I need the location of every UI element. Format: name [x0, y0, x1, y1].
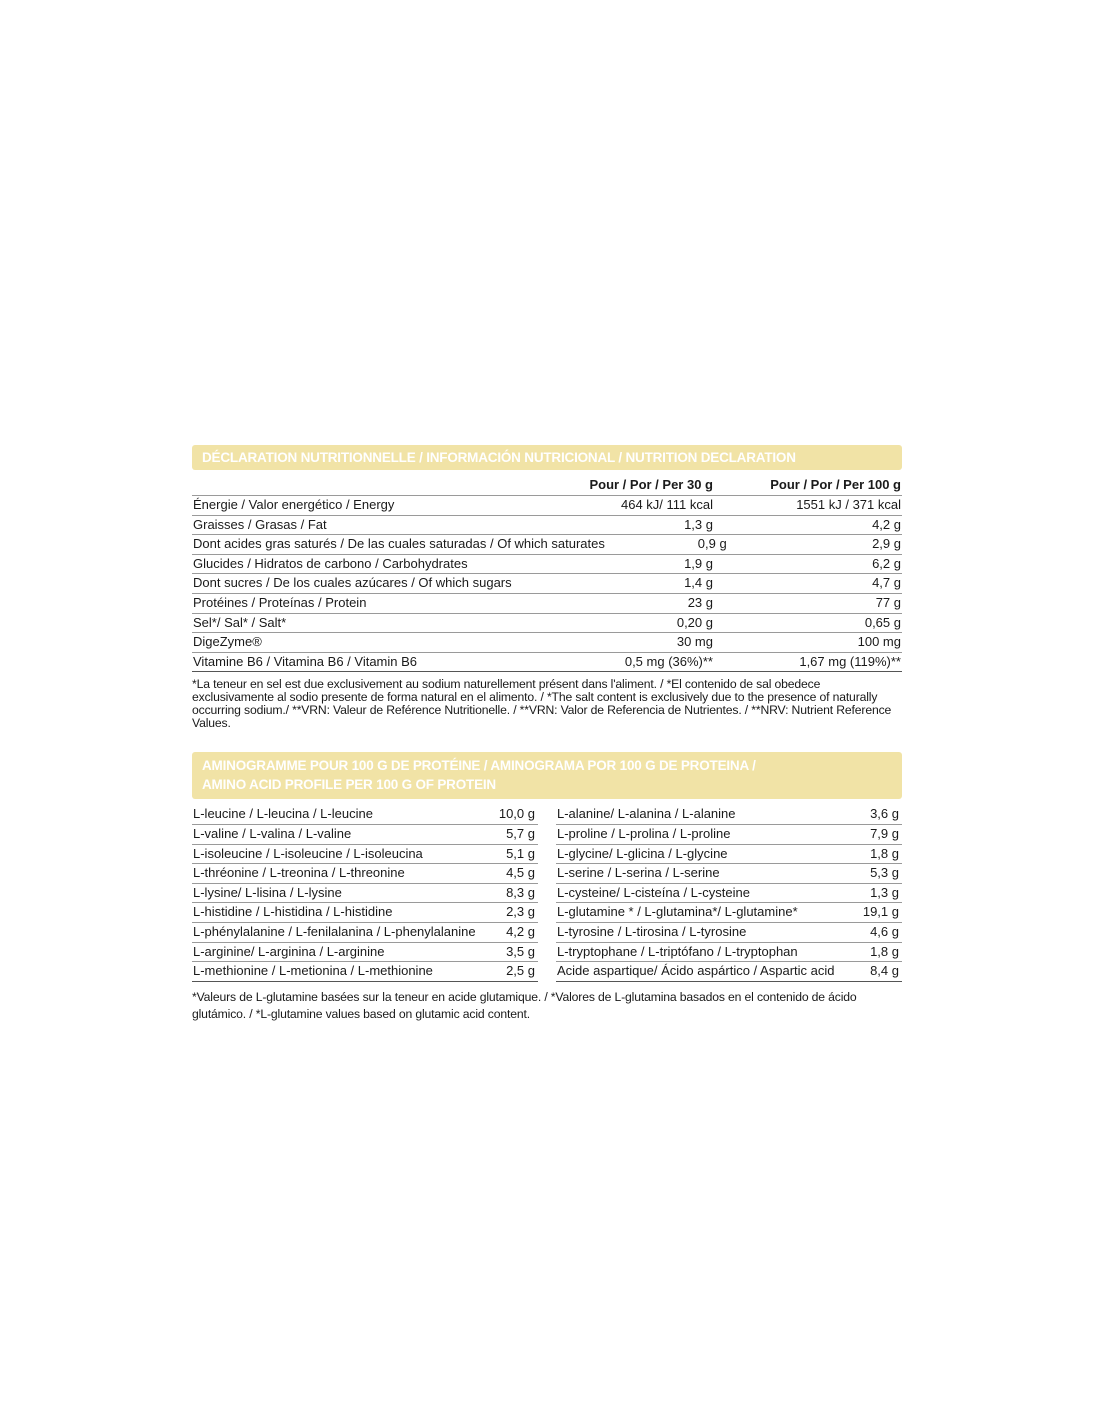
- table-row: [192, 962, 538, 982]
- nutrient-value-30g: 0,9 g: [697, 536, 727, 552]
- amino-header: [192, 752, 902, 799]
- amino-name: L-thréonine / L-treonina / L-threonine: [193, 865, 405, 881]
- table-row: [192, 805, 538, 825]
- amino-value: 8,3 g: [506, 884, 535, 900]
- nutrition-footnote: *La teneur en sel est due exclusivement au sodium naturellement présent dans l'aliment. / *El contenido de sal obedece exclusivamente al sodio presente de forma natural en el alimento. / *The salt content is exclusively due to the presence of naturally occurring sodium./ **VRN: Valeur de Reférence Nutritionelle. / **VRN: Valor de Referencia de Nutrientes. / **NRV: Nutrient Reference Values.: [192, 677, 892, 731]
- table-row: [556, 825, 902, 845]
- table-row: [192, 555, 902, 575]
- amino-value: 10,0 g: [498, 806, 535, 822]
- table-row: [192, 943, 538, 963]
- table-row: [192, 535, 902, 555]
- amino-name: L-proline / L-prolina / L-proline: [557, 825, 731, 841]
- amino-name: L-lysine/ L-lisina / L-lysine: [193, 884, 342, 900]
- amino-name: L-glycine/ L-glicina / L-glycine: [557, 845, 728, 861]
- amino-value: 19,1 g: [862, 904, 899, 920]
- amino-name: L-glutamine * / L-glutamina*/ L-glutamine*: [557, 904, 798, 920]
- nutrition-table: [192, 475, 902, 672]
- table-row: [192, 594, 902, 614]
- nutrition-head-label: [192, 475, 581, 495]
- amino-value: 4,2 g: [506, 923, 535, 939]
- col1-header: Pour / Por / Per 30 g: [589, 477, 713, 492]
- amino-value: 4,5 g: [506, 865, 535, 881]
- amino-value: 3,6 g: [870, 806, 899, 822]
- amino-value: 5,1 g: [506, 845, 535, 861]
- amino-name: L-arginine/ L-arginina / L-arginine: [193, 943, 385, 959]
- table-row: [556, 962, 902, 982]
- table-row: [192, 496, 902, 516]
- table-row: [556, 943, 902, 963]
- amino-name: L-methionine / L-metionina / L-methionine: [193, 963, 433, 979]
- amino-name: L-cysteine/ L-cisteína / L-cysteine: [557, 884, 750, 900]
- nutrition-table-head: [192, 475, 902, 496]
- table-row: [192, 614, 902, 634]
- nutrient-value-100g: 4,2 g: [872, 516, 901, 532]
- nutrient-value-100g: 2,9 g: [872, 536, 901, 552]
- table-row: [192, 884, 538, 904]
- nutrient-value-100g: 0,65 g: [864, 614, 901, 630]
- amino-name: L-leucine / L-leucina / L-leucine: [193, 806, 373, 822]
- table-row: [556, 903, 902, 923]
- nutrient-label: Énergie / Valor energético / Energy: [193, 497, 395, 512]
- table-row: [192, 633, 902, 653]
- table-row: [192, 516, 902, 536]
- table-row: [556, 884, 902, 904]
- amino-name: L-tryptophane / L-triptófano / L-tryptophan: [557, 943, 798, 959]
- amino-value: 4,6 g: [870, 923, 899, 939]
- amino-header-line2: AMINO ACID PROFILE PER 100 G OF PROTEIN: [202, 777, 496, 793]
- nutrient-value-30g: 0,20 g: [676, 614, 713, 630]
- table-row: [192, 903, 538, 923]
- nutrient-label: Graisses / Grasas / Fat: [193, 516, 327, 532]
- amino-column-left: [192, 805, 538, 981]
- nutrient-label: DigeZyme®: [193, 634, 262, 650]
- table-row: [192, 653, 902, 673]
- nutrient-label: Dont acides gras saturés / De las cuales saturadas / Of which saturates: [193, 536, 605, 552]
- nutrition-document: [192, 445, 902, 1023]
- amino-value: 1,8 g: [870, 845, 899, 861]
- nutrient-value-30g: 30 mg: [676, 634, 713, 650]
- nutrient-value-100g: 1551 kJ / 371 kcal: [796, 497, 901, 512]
- amino-name: L-phénylalanine / L-fenilalanina / L-phenylalanine: [193, 923, 476, 939]
- table-row: [192, 574, 902, 594]
- table-row: [556, 805, 902, 825]
- amino-value: 8,4 g: [870, 963, 899, 979]
- amino-value: 2,5 g: [506, 963, 535, 979]
- amino-value: 1,3 g: [870, 884, 899, 900]
- col2-header: Pour / Por / Per 100 g: [770, 477, 901, 492]
- nutrient-value-30g: 23 g: [687, 594, 713, 610]
- nutrient-label: Sel*/ Sal* / Salt*: [193, 614, 287, 630]
- amino-name: L-serine / L-serina / L-serine: [557, 865, 720, 881]
- amino-name: L-alanine/ L-alanina / L-alanine: [557, 806, 736, 822]
- nutrient-value-30g: 0,5 mg (36%)**: [624, 653, 713, 669]
- amino-footnote: *Valeurs de L-glutamine basées sur la teneur en acide glutamique. / *Valores de L-glutamina basados en el contenido de ácido glutámico. / *L-glutamine values based on glutamic acid content.: [192, 989, 857, 1021]
- nutrient-label: Vitamine B6 / Vitamina B6 / Vitamin B6: [193, 653, 418, 669]
- nutrient-value-100g: 1,67 mg (119%)**: [799, 653, 901, 669]
- nutrition-header: DÉCLARATION NUTRITIONNELLE / INFORMACIÓN NUTRICIONAL / NUTRITION DECLARATION: [192, 445, 902, 470]
- nutrient-label: Protéines / Proteínas / Protein: [193, 594, 367, 610]
- nutrient-label: Glucides / Hidratos de carbono / Carbohydrates: [193, 555, 468, 571]
- table-row: [556, 864, 902, 884]
- amino-name: L-isoleucine / L-isoleucine / L-isoleucina: [193, 845, 423, 861]
- nutrient-value-30g: 464 kJ/ 111 kcal: [620, 497, 713, 512]
- amino-value: 7,9 g: [870, 825, 899, 841]
- table-row: [192, 923, 538, 943]
- nutrient-label: Dont sucres / De los cuales azúcares / Of which sugars: [193, 575, 512, 591]
- nutrient-value-100g: 6,2 g: [872, 555, 901, 571]
- amino-name: L-valine / L-valina / L-valine: [193, 825, 352, 841]
- table-row: [556, 845, 902, 865]
- amino-name: L-tyrosine / L-tirosina / L-tyrosine: [557, 923, 747, 939]
- amino-table: [192, 805, 902, 981]
- nutrient-value-30g: 1,9 g: [684, 555, 713, 571]
- table-row: [192, 864, 538, 884]
- nutrient-value-100g: 77 g: [875, 594, 901, 610]
- table-row: [192, 825, 538, 845]
- amino-header-line1: AMINOGRAMME POUR 100 G DE PROTÉINE / AMINOGRAMA POR 100 G DE PROTEINA /: [202, 758, 756, 774]
- nutrient-value-100g: 100 mg: [857, 634, 901, 650]
- amino-value: 3,5 g: [506, 943, 535, 959]
- amino-column-right: [556, 805, 902, 981]
- table-row: [192, 845, 538, 865]
- amino-value: 5,7 g: [506, 825, 535, 841]
- amino-value: 2,3 g: [506, 904, 535, 920]
- nutrient-value-100g: 4,7 g: [872, 575, 901, 591]
- amino-value: 1,8 g: [870, 943, 899, 959]
- table-row: [556, 923, 902, 943]
- nutrient-value-30g: 1,4 g: [684, 575, 713, 591]
- amino-name: L-histidine / L-histidina / L-histidine: [193, 904, 393, 920]
- amino-name: Acide aspartique/ Ácido aspártico / Aspartic acid: [557, 963, 835, 979]
- nutrient-value-30g: 1,3 g: [684, 516, 713, 532]
- amino-value: 5,3 g: [870, 865, 899, 881]
